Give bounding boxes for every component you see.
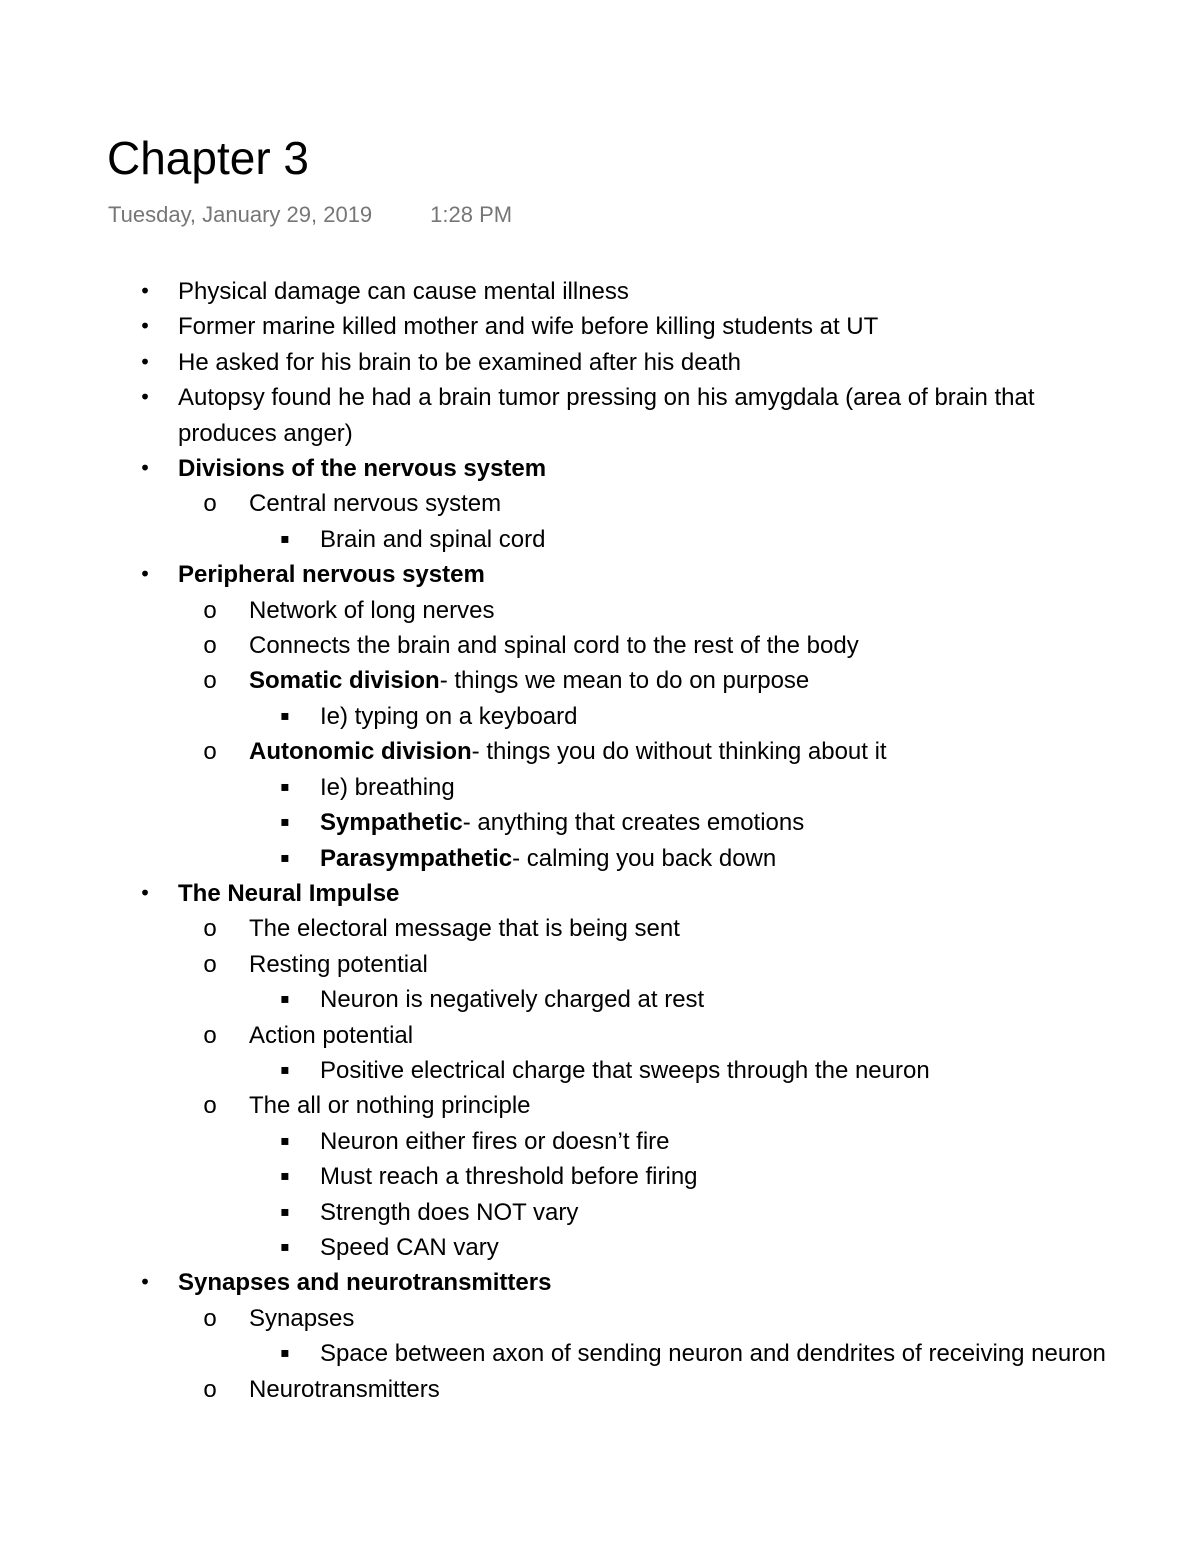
note-body: - things you do without thinking about it <box>471 738 887 766</box>
note-text <box>249 911 1109 946</box>
note-body: Neurotransmitters <box>249 1375 440 1403</box>
note-item <box>0 1372 1200 1407</box>
sub-bullet-icon: o <box>203 738 217 766</box>
bullet-icon: • <box>139 880 151 905</box>
note-text <box>178 557 1108 592</box>
note-item <box>0 1301 1200 1336</box>
bullet-icon: • <box>139 456 151 481</box>
note-item <box>0 628 1200 663</box>
bullet-icon: • <box>139 385 151 410</box>
note-item <box>0 911 1200 946</box>
sub-bullet-icon: o <box>203 667 217 695</box>
note-text <box>320 1230 1110 1265</box>
sub-sub-bullet-icon: ▪ <box>280 814 290 831</box>
note-heading: The Neural Impulse <box>178 879 400 907</box>
note-text <box>320 1195 1110 1230</box>
note-text <box>249 1301 1109 1336</box>
note-body: Connects the brain and spinal cord to the rest of the body <box>249 632 859 660</box>
sub-sub-bullet-icon: ▪ <box>280 1168 290 1185</box>
note-body: Neuron is negatively charged at rest <box>320 986 705 1014</box>
note-text <box>320 522 1110 557</box>
note-item <box>0 734 1200 769</box>
sub-sub-bullet-icon: ▪ <box>280 707 290 724</box>
note-item <box>0 1088 1200 1123</box>
sub-bullet-icon: o <box>203 950 217 978</box>
note-item <box>0 1336 1200 1371</box>
note-text <box>320 1336 1110 1371</box>
sub-bullet-icon: o <box>203 596 217 624</box>
note-text <box>178 451 1108 486</box>
note-body: - anything that creates emotions <box>462 809 805 837</box>
sub-bullet-icon: o <box>203 1021 217 1049</box>
note-heading: Peripheral nervous system <box>178 561 485 589</box>
note-text <box>320 770 1110 805</box>
note-text <box>178 309 1108 344</box>
note-body: The all or nothing principle <box>249 1092 531 1120</box>
note-text <box>178 274 1108 309</box>
note-item <box>0 486 1200 521</box>
note-body: Synapses <box>249 1304 355 1332</box>
sub-sub-bullet-icon: ▪ <box>280 530 290 547</box>
sub-sub-bullet-icon: ▪ <box>280 1238 290 1255</box>
note-heading: Parasympathetic <box>320 844 513 872</box>
sub-bullet-icon: o <box>203 915 217 943</box>
sub-sub-bullet-icon: ▪ <box>280 1061 290 1078</box>
page-date: Tuesday, January 29, 2019 <box>108 202 373 227</box>
note-heading: Autonomic division <box>249 738 472 766</box>
note-body: Strength does NOT vary <box>320 1198 579 1226</box>
note-item <box>0 345 1200 380</box>
note-item <box>0 309 1200 344</box>
sub-sub-bullet-icon: ▪ <box>280 1345 290 1362</box>
note-body: Ie) breathing <box>320 773 455 801</box>
note-text <box>320 1124 1110 1159</box>
note-body: Former marine killed mother and wife before killing students at UT <box>178 313 879 341</box>
note-body: Positive electrical charge that sweeps through the neuron <box>320 1056 930 1084</box>
note-item <box>0 1159 1200 1194</box>
note-text <box>249 486 1109 521</box>
note-item <box>0 522 1200 557</box>
note-item <box>0 982 1200 1017</box>
notes-list <box>0 274 1200 1407</box>
note-item <box>0 1230 1200 1265</box>
sub-bullet-icon: o <box>203 1375 217 1403</box>
note-body: Resting potential <box>249 950 428 978</box>
note-body: Network of long nerves <box>249 596 495 624</box>
sub-sub-bullet-icon: ▪ <box>280 778 290 795</box>
note-item <box>0 699 1200 734</box>
note-text <box>178 1265 1108 1300</box>
note-item <box>0 805 1200 840</box>
note-body: Brain and spinal cord <box>320 525 546 553</box>
note-item <box>0 274 1200 309</box>
note-text <box>178 345 1108 380</box>
sub-bullet-icon: o <box>203 632 217 660</box>
note-heading: Somatic division <box>249 667 440 695</box>
note-item <box>0 593 1200 628</box>
note-body: Ie) typing on a keyboard <box>320 702 578 730</box>
sub-sub-bullet-icon: ▪ <box>280 849 290 866</box>
sub-bullet-icon: o <box>203 490 217 518</box>
note-item <box>0 380 1200 451</box>
bullet-icon: • <box>139 314 151 339</box>
page-time: 1:28 PM <box>430 202 513 227</box>
note-text <box>320 1159 1110 1194</box>
sub-bullet-icon: o <box>203 1092 217 1120</box>
note-body: Central nervous system <box>249 490 502 518</box>
note-text <box>249 1018 1109 1053</box>
note-body: Action potential <box>249 1021 414 1049</box>
note-body: Autopsy found he had a brain tumor pressing on his amygdala (area of brain that produces anger) <box>178 384 1035 447</box>
note-body: - calming you back down <box>512 844 777 872</box>
note-heading: Sympathetic <box>320 809 463 837</box>
note-body: - things we mean to do on purpose <box>439 667 810 695</box>
note-text <box>249 947 1109 982</box>
note-body: Must reach a threshold before firing <box>320 1163 698 1191</box>
note-body: Neuron either fires or doesn’t fire <box>320 1127 670 1155</box>
note-text <box>320 805 1110 840</box>
note-body: Speed CAN vary <box>320 1233 499 1261</box>
note-text <box>249 1088 1109 1123</box>
bullet-icon: • <box>139 279 151 303</box>
sub-sub-bullet-icon: ▪ <box>280 991 290 1008</box>
note-item <box>0 663 1200 698</box>
sub-bullet-icon: o <box>203 1304 217 1332</box>
note-item <box>0 451 1200 486</box>
note-item <box>0 770 1200 805</box>
note-item <box>0 841 1200 876</box>
page-timestamp <box>108 200 512 230</box>
note-item <box>0 557 1200 592</box>
note-text <box>320 1053 1110 1088</box>
sub-sub-bullet-icon: ▪ <box>280 1203 290 1220</box>
bullet-icon: • <box>139 349 151 374</box>
note-item <box>0 1195 1200 1230</box>
note-text <box>249 663 1109 698</box>
note-body: The electoral message that is being sent <box>249 915 680 943</box>
sub-sub-bullet-icon: ▪ <box>280 1132 290 1149</box>
note-body: He asked for his brain to be examined after his death <box>178 348 741 376</box>
note-text <box>320 699 1110 734</box>
note-heading: Divisions of the nervous system <box>178 455 547 483</box>
note-body: Physical damage can cause mental illness <box>178 278 629 305</box>
note-item <box>0 947 1200 982</box>
note-text <box>249 593 1109 628</box>
bullet-icon: • <box>139 562 151 587</box>
note-item <box>0 1265 1200 1300</box>
note-text <box>249 1372 1109 1407</box>
bullet-icon: • <box>139 1270 151 1295</box>
note-text <box>320 841 1110 876</box>
note-item <box>0 1124 1200 1159</box>
note-text <box>178 380 1108 451</box>
note-text <box>249 734 1109 769</box>
note-text <box>320 982 1110 1017</box>
note-heading: Synapses and neurotransmitters <box>178 1269 552 1297</box>
note-item <box>0 876 1200 911</box>
note-item <box>0 1053 1200 1088</box>
note-text <box>249 628 1109 663</box>
note-body: Space between axon of sending neuron and dendrites of receiving neuron <box>320 1340 1106 1368</box>
note-text <box>178 876 1108 911</box>
note-item <box>0 1018 1200 1053</box>
page-title: Chapter 3 <box>107 132 310 184</box>
